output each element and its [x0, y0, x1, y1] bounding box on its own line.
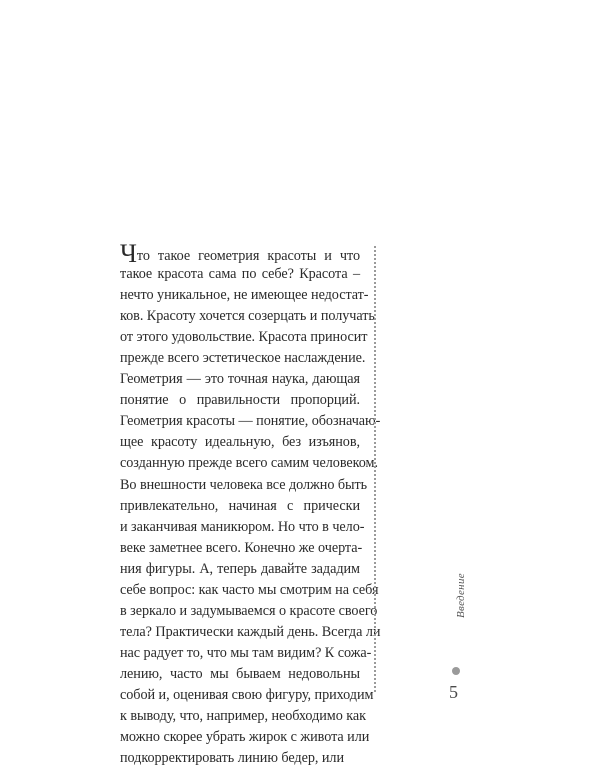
body-line: можно скорее убрать жирок с живота или [120, 729, 370, 746]
page-number: 5 [449, 682, 458, 702]
body-line-first [120, 239, 360, 268]
body-line: созданную прежде всего самим человеком. [120, 455, 378, 472]
body-text [120, 239, 381, 769]
body-line: щее красоту идеальную, без изъянов, [120, 434, 360, 451]
body-line: от этого удовольствие. Красота приносит [120, 329, 368, 346]
body-line: себе вопрос: как часто мы смотрим на себя [120, 581, 379, 598]
dotted-divider [374, 246, 376, 692]
body-line: собой и, оценивая свою фигуру, приходим [120, 686, 374, 703]
body-line: Геометрия красоты — понятие, обозначаю- [120, 413, 381, 430]
body-line: веке заметнее всего. Конечно же очерта- [120, 539, 363, 556]
body-line: нас радует то, что мы там видим? К сожа- [120, 644, 372, 661]
body-line: в зеркало и задумываемся о красоте своего [120, 602, 378, 619]
body-line: понятие о правильности пропорций. [120, 392, 360, 409]
body-line: Во внешности человека все должно быть [120, 476, 368, 493]
section-label: Введение [455, 573, 467, 618]
body-line: Геометрия — это точная наука, дающая [120, 371, 360, 388]
body-line: к выводу, что, например, необходимо как [120, 708, 366, 725]
body-line: ков. Красоту хочется созерцать и получать [120, 308, 375, 325]
body-line-first-rest: то такое геометрия красоты и что [136, 248, 360, 264]
body-line: нечто уникальное, не имеющее недостат- [120, 287, 369, 304]
body-line: тела? Практически каждый день. Всегда ли [120, 623, 381, 640]
body-line: и заканчивая маникюром. Но что в чело- [120, 518, 365, 535]
body-line: привлекательно, начиная с прически [120, 497, 360, 514]
drop-cap: Ч [120, 239, 137, 268]
body-line: прежде всего эстетическое наслаждение. [120, 350, 366, 367]
body-line: ния фигуры. А, теперь давайте зададим [120, 560, 360, 577]
body-line: такое красота сама по себе? Красота – [120, 266, 360, 283]
body-line: подкорректировать линию бедер, или [120, 750, 345, 767]
body-line: лению, часто мы бываем недовольны [120, 665, 360, 682]
bullet-dot-icon [452, 667, 460, 675]
